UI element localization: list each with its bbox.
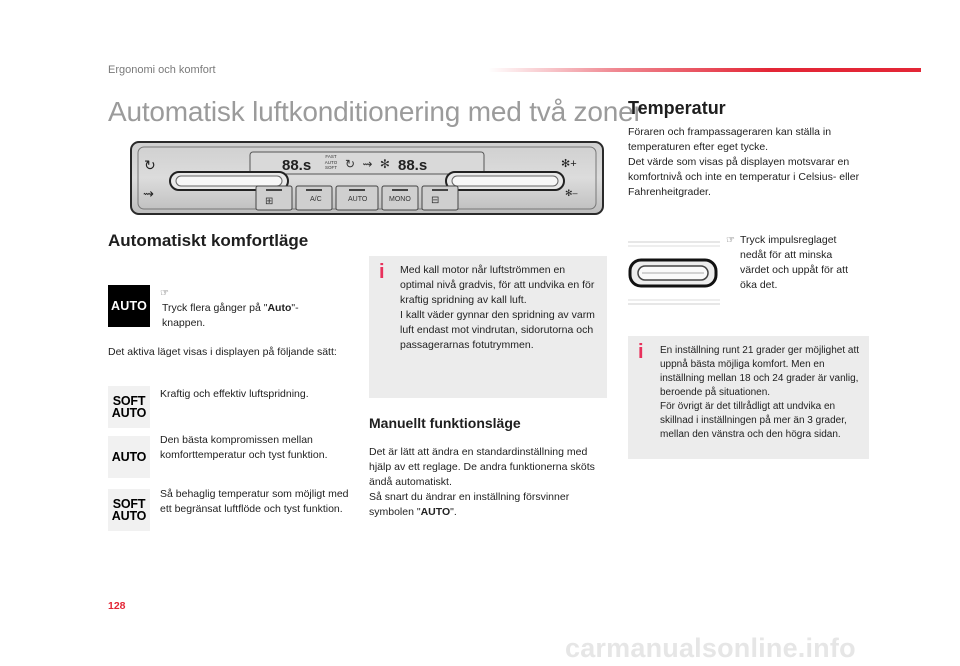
recirculation-icon: ↻ (345, 157, 358, 171)
temperature-info-text: En inställning runt 21 grader ger möjlighet att uppnå bästa möjliga komfort. Men en inställning mellan 18 och 24 grader är vanlig, beroende på situationen. För övrigt är det tillrådligt att undvika en skillnad i inställningen på mer än 3 grader, mellan den vänstra och den högra sidan. (660, 345, 860, 440)
display-icons (345, 157, 392, 171)
fan-minus-button: ✻– (565, 188, 578, 198)
auto-button-badge: AUTO (108, 285, 150, 327)
badge-line2: AUTO (111, 509, 147, 523)
cold-engine-info-box (369, 256, 607, 398)
mode-label-soft: SOFT (325, 165, 337, 170)
right-temperature-display: 88.s (398, 157, 428, 174)
display-intro: Det aktiva läget visas i displayen på följande sätt: (108, 346, 337, 358)
fan-plus-label: + (570, 158, 577, 170)
bullet-icon: ☞ (160, 288, 169, 299)
bullet-icon: ☞ (726, 235, 735, 246)
left-recirculation-icon: ↻ (144, 157, 156, 173)
auto-instruction-pre: Tryck flera gånger på " (162, 302, 268, 314)
watermark: carmanualsonline.info (565, 633, 856, 663)
mode-description: Kraftig och effektiv luftspridning. (160, 388, 309, 400)
climate-panel-illustration (130, 141, 604, 215)
manual-text-bold: AUTO (420, 506, 451, 518)
temperature-knob-illustration (628, 232, 720, 322)
page-number: 128 (108, 600, 126, 612)
badge-line1: SOFT (112, 394, 146, 408)
mode-label-fast: FAST (325, 154, 337, 159)
manual-mode-text (369, 445, 609, 520)
cold-engine-info-text: Med kall motor når luftströmmen en optimal nivå gradvis, för att undvika en för kraftig spridning av kall luft. I kallt väder gynnar den spridning av varm luft endast mot vindrutan, sidorutorna och passagerarnas fotutrymmen. (400, 264, 595, 351)
temperature-instruction (726, 233, 866, 293)
section-label: Ergonomi och komfort (108, 64, 216, 76)
manual-mode-heading: Manuellt funktionsläge (369, 415, 521, 431)
info-icon: i (379, 261, 385, 283)
temperature-text: Föraren och frampassageraren kan ställa in temperaturen efter eget tycke. Det värde som visas på displayen motsvarar en komfortnivå och inte en temperatur i Celsius- eller Fahrenheitgrader. (628, 126, 860, 198)
page-title: Automatisk luftkonditionering med två zoner (108, 96, 643, 127)
manual-text-pre: Det är lätt att ändra en standardinställning med hjälp av ett reglage. De andra funktionerna sköts ändå automatiskt. Så snart du ändrar en inställning försvinner symbolen " (369, 446, 595, 518)
temperature-instruction-text: Tryck impulsreglaget nedåt för att minska värdet och uppåt för att öka det. (740, 234, 848, 291)
auto-mode-heading: Automatiskt komfortläge (108, 231, 309, 250)
fan-icon: ✻ (379, 157, 392, 171)
rear-defrost-icon: ⊟ (431, 195, 440, 206)
mode-description: Den bästa kompromissen mellan komforttemperatur och tyst funktion. (160, 434, 328, 461)
temperature-heading: Temperatur (628, 98, 726, 118)
soft-auto-badge (108, 489, 150, 531)
windscreen-defrost-icon: ⊞ (265, 196, 274, 207)
auto-instruction-post: "-knappen. (162, 302, 299, 329)
left-temperature-display: 88.s (282, 157, 312, 174)
mode-labels (320, 154, 342, 171)
auto-instruction-bold: Auto (267, 302, 292, 314)
air-distribution-icon: ⇝ (362, 157, 375, 171)
fan-minus-label: – (572, 188, 578, 198)
ac-button-label: A/C (310, 196, 322, 203)
temperature-info-box (628, 336, 869, 459)
badge-line2: AUTO (111, 406, 147, 420)
mode-description: Så behaglig temperatur som möjligt med ett begränsat luftflöde och tyst funktion. (160, 488, 349, 515)
badge-line2: AUTO (111, 450, 147, 464)
mode-label-auto: AUTO (324, 159, 338, 165)
manual-text-post: ". (450, 506, 457, 518)
info-icon: i (638, 341, 644, 363)
auto-instruction (160, 286, 340, 331)
badge-line1: SOFT (112, 497, 146, 511)
header-rule (488, 68, 921, 72)
mono-button-label: MONO (389, 196, 411, 203)
auto-badge (108, 436, 150, 478)
left-distribution-icon: ⇝ (143, 186, 154, 201)
auto-button-label: AUTO (348, 196, 368, 203)
soft-auto-badge (108, 386, 150, 428)
fan-plus-button: ✻+ (561, 158, 577, 170)
